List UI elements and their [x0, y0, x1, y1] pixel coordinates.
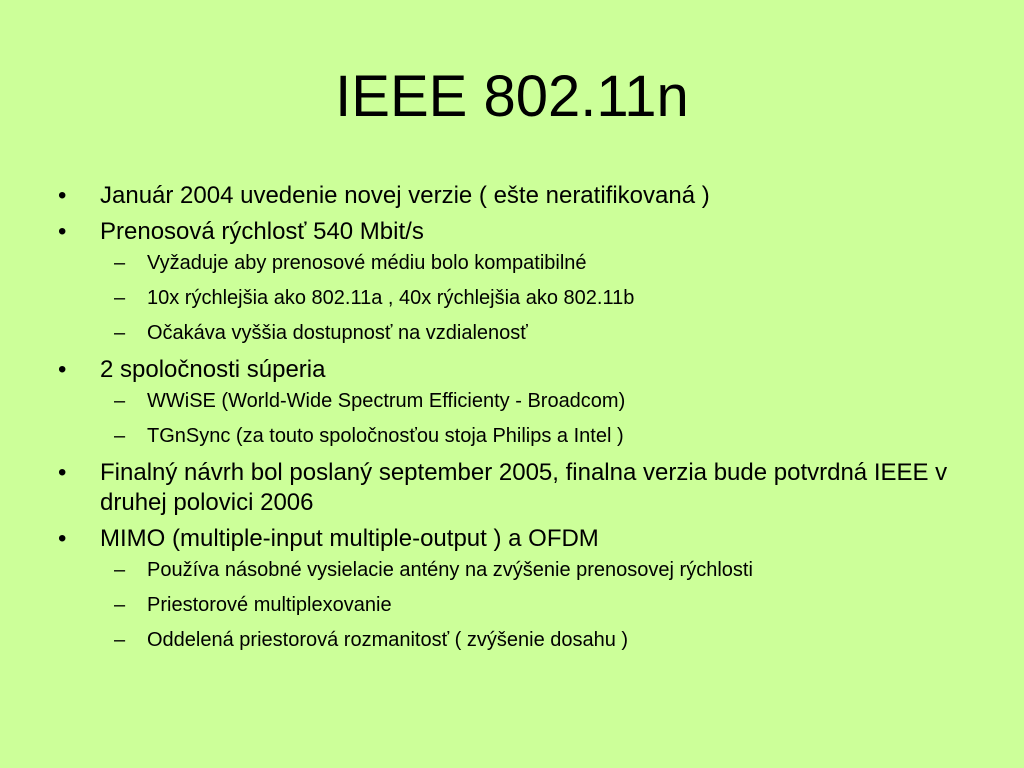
bullet-item [58, 355, 958, 449]
bullet-item [58, 458, 958, 518]
sub-bullet-marker: – [114, 390, 126, 412]
sub-bullet-marker: – [114, 594, 126, 616]
bullet-marker: • [58, 459, 67, 486]
bullet-text: Prenosová rýchlosť 540 Mbit/s [100, 218, 424, 245]
bullet-text: MIMO (multiple-input multiple-output ) a OFDM [100, 525, 599, 552]
bullet-marker: • [58, 218, 67, 245]
bullet-marker: • [58, 525, 67, 552]
sub-bullet-item [100, 592, 958, 618]
sub-bullet-item [100, 285, 958, 311]
sub-bullet-marker: – [114, 252, 126, 274]
bullet-text: Finalný návrh bol poslaný september 2005, finalna verzia bude potvrdná IEEE v druhej polovici 2006 [100, 459, 948, 516]
sub-bullet-marker: – [114, 559, 126, 581]
slide-title: IEEE 802.11n [335, 64, 689, 129]
sub-bullet-marker: – [114, 322, 126, 344]
sub-bullet-text: Priestorové multiplexovanie [147, 594, 392, 616]
sub-bullet-text: Oddelená priestorová rozmanitosť ( zvýšenie dosahu ) [147, 629, 629, 651]
sub-bullet-item [100, 250, 958, 276]
bullet-item [58, 181, 958, 211]
bullet-list [58, 181, 958, 662]
sub-bullet-text: WWiSE (World-Wide Spectrum Efficienty - Broadcom) [147, 390, 626, 412]
sub-bullet-text: Používa násobné vysielacie antény na zvýšenie prenosovej rýchlosti [147, 559, 753, 581]
sub-bullet-text: Očakáva vyššia dostupnosť na vzdialenosť [147, 322, 528, 344]
sub-bullet-marker: – [114, 425, 126, 447]
bullet-marker: • [58, 182, 67, 209]
bullet-text: 2 spoločnosti súperia [100, 356, 326, 383]
sub-bullet-marker: – [114, 629, 126, 651]
sub-bullet-list [100, 250, 958, 346]
sub-bullet-item [100, 627, 958, 653]
bullet-marker: • [58, 356, 67, 383]
bullet-item [58, 217, 958, 346]
sub-bullet-list [100, 388, 958, 449]
sub-bullet-item [100, 423, 958, 449]
bullet-item [58, 524, 958, 653]
sub-bullet-list [100, 557, 958, 653]
sub-bullet-marker: – [114, 287, 126, 309]
sub-bullet-item [100, 557, 958, 583]
sub-bullet-text: Vyžaduje aby prenosové médiu bolo kompatibilné [147, 252, 587, 274]
sub-bullet-item [100, 388, 958, 414]
sub-bullet-text: TGnSync (za touto spoločnosťou stoja Philips a Intel ) [147, 425, 624, 447]
sub-bullet-text: 10x rýchlejšia ako 802.11a , 40x rýchlejšia ako 802.11b [147, 287, 635, 309]
sub-bullet-item [100, 320, 958, 346]
bullet-text: Január 2004 uvedenie novej verzie ( ešte neratifikovaná ) [100, 182, 710, 209]
